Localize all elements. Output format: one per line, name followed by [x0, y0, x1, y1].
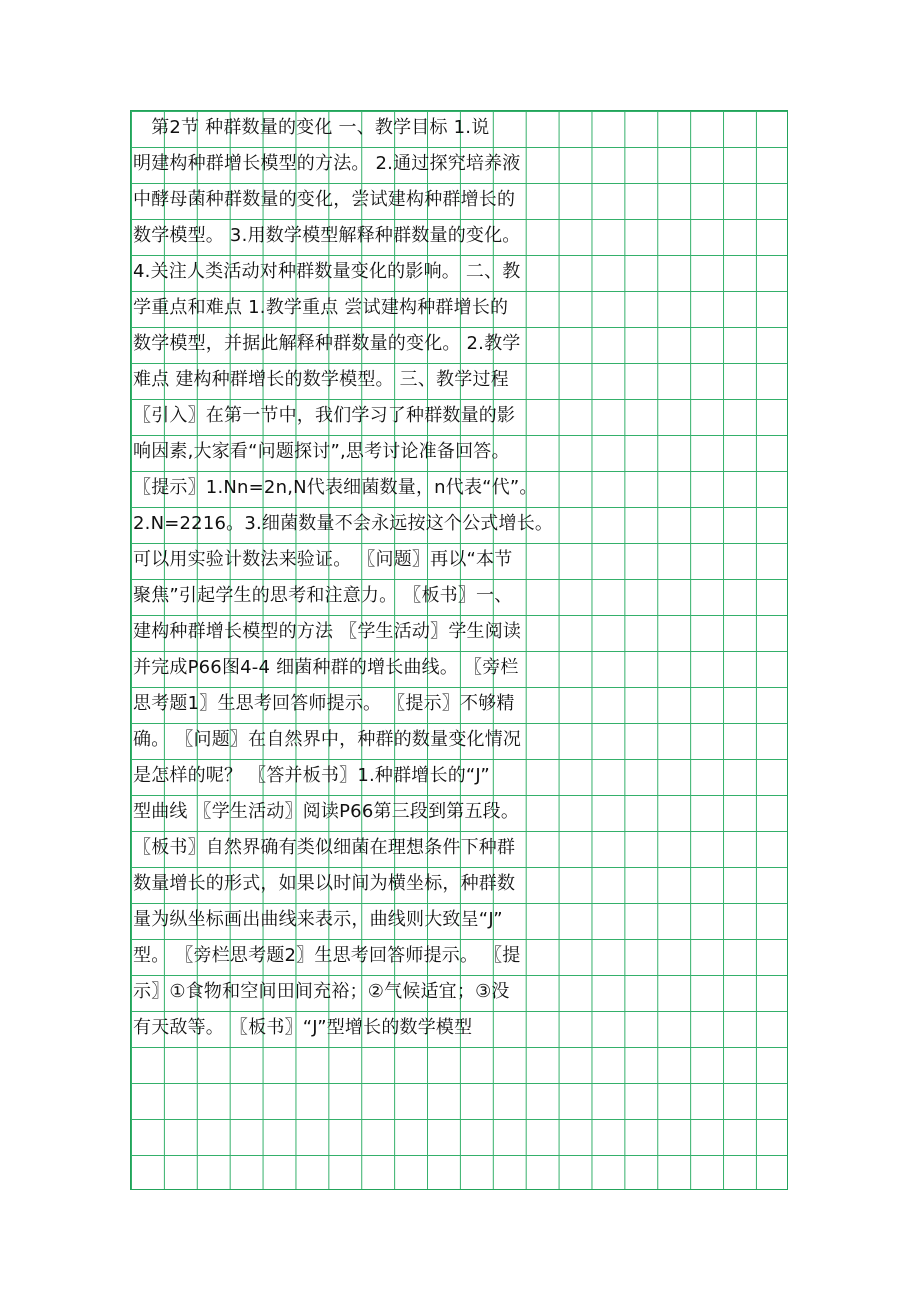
text-line: 〖引入〗在第一节中，我们学习了种群数量的影 [133, 405, 516, 426]
text-line: 有天敌等。 〖板书〗“J”型增长的数学模型 [133, 1017, 473, 1038]
text-line: 建构种群增长模型的方法 〖学生活动〗学生阅读 [133, 621, 522, 642]
text-line: 确。 〖问题〗在自然界中，种群的数量变化情况 [133, 729, 522, 750]
text-line: 可以用实验计数法来验证。 〖问题〗再以“本节 [133, 549, 513, 570]
text-line: 2.N=2216。3.细菌数量不会永远按这个公式增长。 [133, 513, 554, 534]
text-line: 〖提示〗1.Nn=2n,N代表细菌数量，n代表“代”。 [133, 477, 538, 498]
text-line: 型曲线 〖学生活动〗阅读P66第三段到第五段。 [133, 801, 520, 822]
text-line: 并完成P66图4-4 细菌种群的增长曲线。 〖旁栏 [133, 657, 519, 678]
text-line: 响因素,大家看“问题探讨”,思考讨论准备回答。 [133, 441, 510, 462]
text-line: 难点 建构种群增长的数学模型。 三、教学过程 [133, 369, 509, 390]
text-line: 聚焦”引起学生的思考和注意力。 〖板书〗一、 [133, 585, 513, 606]
text-line: 示〗①食物和空间田间充裕；②气候适宜；③没 [133, 981, 510, 1002]
text-line: 4.关注人类活动对种群数量变化的影响。 二、教 [133, 261, 521, 282]
text-line: 量为纵坐标画出曲线来表示，曲线则大致呈“J” [133, 909, 503, 930]
text-line: 数学模型，并据此解释种群数量的变化。 2.教学 [133, 333, 521, 354]
text-line: 第2节 种群数量的变化 一、教学目标 1.说 [133, 117, 490, 138]
text-line: 明建构种群增长模型的方法。 2.通过探究培养液 [133, 153, 521, 174]
text-line: 数学模型。 3.用数学模型解释种群数量的变化。 [133, 225, 521, 246]
text-line: 数量增长的形式，如果以时间为横坐标，种群数 [133, 873, 516, 894]
text-line: 学重点和难点 1.教学重点 尝试建构种群增长的 [133, 297, 509, 318]
text-line: 中酵母菌种群数量的变化，尝试建构种群增长的 [133, 189, 516, 210]
text-line: 型。 〖旁栏思考题2〗生思考回答师提示。 〖提 [133, 945, 521, 966]
text-line: 〖板书〗自然界确有类似细菌在理想条件下种群 [133, 837, 516, 858]
document-body [133, 110, 799, 1180]
text-line: 思考题1〗生思考回答师提示。 〖提示〗不够精 [133, 693, 515, 714]
text-line: 是怎样的呢？ 〖答并板书〗1.种群增长的“J” [133, 765, 490, 786]
